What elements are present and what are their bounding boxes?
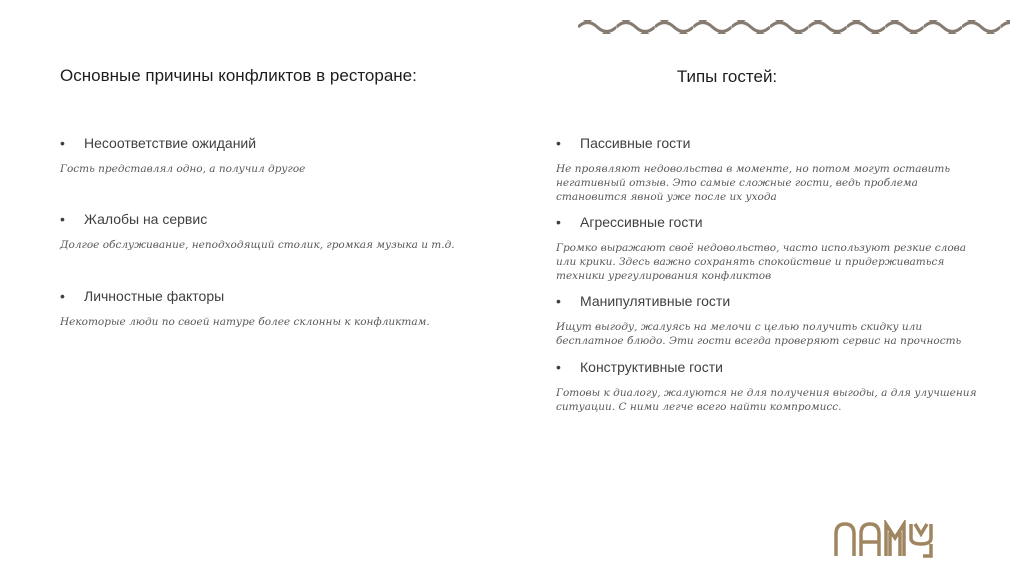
bullet-item: • Конструктивные гости <box>556 359 723 375</box>
bullet-desc: Ищут выгоду, жалуясь на мелочи с целью получить скидку или бесплатное блюдо. Эти гости всегда проверяют сервис на прочность <box>556 321 962 347</box>
bullet-item: • Пассивные гости <box>556 135 691 151</box>
bullet-item: • Несоответствие ожиданий <box>60 135 257 151</box>
bullet-item: • Жалобы на сервис <box>60 211 208 227</box>
bullet-desc: Громко выражают своё недовольство, часто используют резкие слова или крики. Здесь важно сохранять спокойствие и придерживаться техники урегулирования конфликтов <box>556 242 967 282</box>
bullet-desc: Не проявляют недовольства в моменте, но потом могут оставить негативный отзыв. Это самые сложные гости, ведь проблема становится явной уже после их ухода <box>556 163 951 203</box>
bullet-desc: Гость представлял одно, а получил другое <box>60 163 306 175</box>
lamu-logo <box>833 520 935 558</box>
bullet-item: • Агрессивные гости <box>556 214 703 230</box>
bullet-desc: Готовы к диалогу, жалуются не для получения выгоды, а для улучшения ситуации. С ними легче всего найти компромисс. <box>556 387 977 413</box>
bullet-desc: Некоторые люди по своей натуре более склонны к конфликтам. <box>60 316 430 328</box>
bullet-desc: Долгое обслуживание, неподходящий столик, громкая музыка и т.д. <box>60 239 455 251</box>
ornament-border <box>578 17 1010 37</box>
left-title: Основные причины конфликтов в ресторане: <box>60 66 417 85</box>
bullet-item: • Личностные факторы <box>60 288 225 304</box>
bullet-item: • Манипулятивные гости <box>556 293 731 309</box>
right-title: Типы гостей: <box>676 67 778 86</box>
